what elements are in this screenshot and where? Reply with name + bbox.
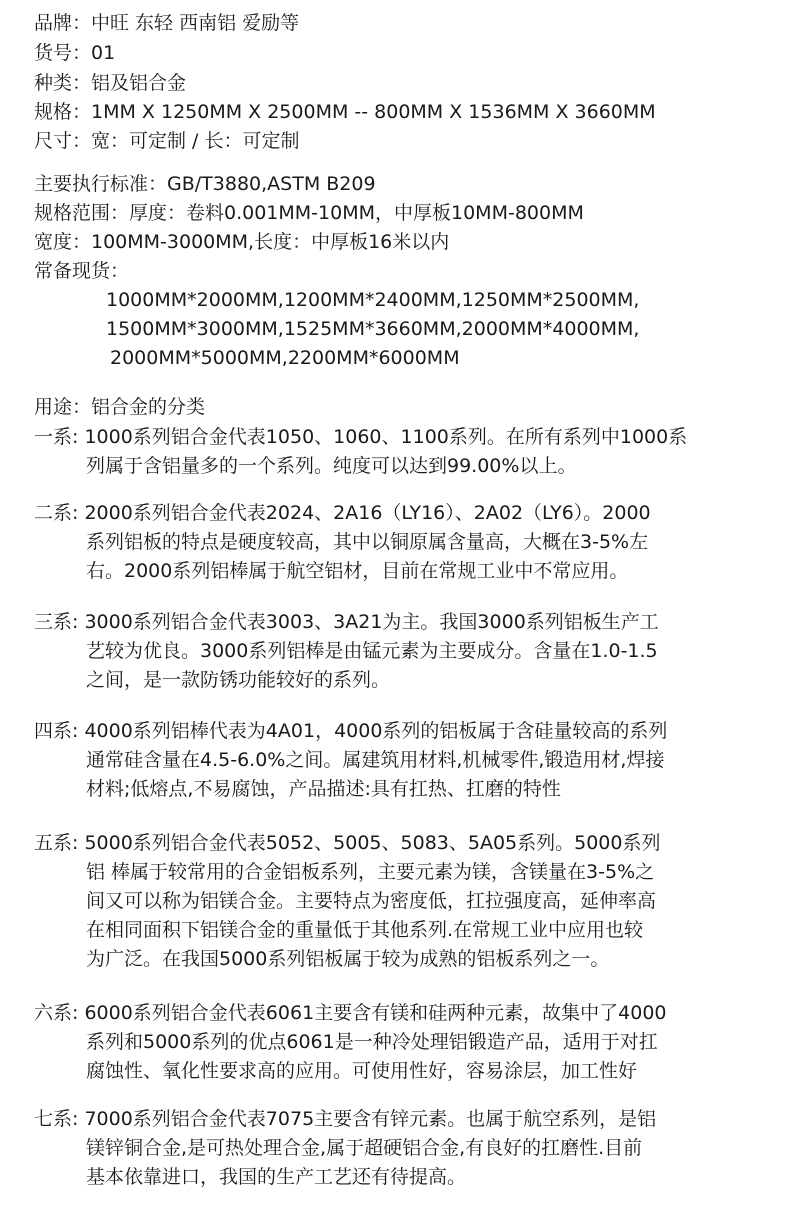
spec-item-number [34,40,115,66]
series-label: 二系: [34,502,79,524]
series-text: 艺较为优良。3000系列铝棒是由锰元素为主要成分。含量在1.0-1.5 [86,640,658,662]
series-5 [34,830,660,856]
spec-value: 宽：可定制 / 长：可定制 [91,130,300,152]
series-text: 材料;低熔点,不易腐蚀，产品描述:具有扛热、扛磨的特性 [86,778,561,800]
stock-line: 1500MM*3000MM,1525MM*3660MM,2000MM*4000MM, [106,318,640,340]
series-text: 间又可以称为铝镁合金。主要特点为密度低，扛拉强度高，延伸率高 [86,890,657,912]
spec-label: 种类： [34,72,92,94]
series-text: 为广泛。在我国5000系列铝板属于较为成熟的铝板系列之一。 [86,948,610,970]
series-label: 四系: [34,720,79,742]
spec-brand [34,10,299,36]
spec-label: 尺寸： [34,130,92,152]
series-text: 列属于含铝量多的一个系列。纯度可以达到99.00%以上。 [86,455,577,477]
standard-width: 宽度：100MM-3000MM,长度：中厚板16米以内 [34,231,450,253]
series-label: 六系: [34,1002,79,1024]
stock-title: 常备现货： [34,260,130,282]
series-4 [34,718,667,744]
series-label: 五系: [34,832,79,854]
series-text: 6000系列铝合金代表6061主要含有镁和硅两种元素，故集中了4000 [84,1002,667,1024]
series-text: 之间，是一款防锈功能较好的系列。 [86,669,391,691]
series-text: 5000系列铝合金代表5052、5005、5083、5A05系列。5000系列 [84,832,661,854]
spec-dimensions [34,99,656,125]
spec-value: 01 [91,42,116,64]
series-6 [34,1000,667,1026]
spec-size [34,128,300,154]
spec-type [34,70,186,96]
series-label: 三系: [34,611,79,633]
spec-label: 品牌： [34,12,92,34]
series-3 [34,609,659,635]
usage-title: 用途：铝合金的分类 [34,396,206,418]
series-1 [34,424,687,450]
series-7 [34,1106,656,1132]
spec-label: 货号： [34,42,92,64]
series-text: 镁锌铜合金,是可热处理合金,属于超硬铝合金,有良好的扛磨性.目前 [86,1137,643,1159]
series-text: 铝 棒属于较常用的合金铝板系列，主要元素为镁，含镁量在3-5%之 [86,861,655,883]
series-text: 7000系列铝合金代表7075主要含有锌元素。也属于航空系列，是铝 [84,1108,657,1130]
series-text: 系列和5000系列的优点6061是一种冷处理铝锻造产品，适用于对扛 [86,1031,658,1053]
series-text: 通常硅含量在4.5-6.0%之间。属建筑用材料,机械零件,锻造用材,焊接 [86,749,665,771]
series-text: 4000系列铝棒代表为4A01，4000系列的铝板属于含硅量较高的系列 [84,720,668,742]
stock-line: 1000MM*2000MM,1200MM*2400MM,1250MM*2500MM, [106,289,640,311]
series-text: 系列铝板的特点是硬度较高，其中以铜原属含量高，大概在3-5%左 [86,531,649,553]
series-text: 右。2000系列铝棒属于航空铝材，目前在常规工业中不常应用。 [86,560,629,582]
standard-range: 规格范围：厚度：卷料0.001MM-10MM，中厚板10MM-800MM [34,202,584,224]
series-text: 1000系列铝合金代表1050、1060、1100系列。在所有系列中1000系 [84,426,688,448]
series-text: 2000系列铝合金代表2024、2A16（LY16）、2A02（LY6）。2000 [84,502,651,524]
standard-main: 主要执行标准：GB/T3880,ASTM B209 [34,173,376,195]
spec-label: 规格： [34,101,92,123]
series-text: 腐蚀性、氧化性要求高的应用。可使用性好，容易涂层，加工性好 [86,1060,638,1082]
series-text: 3000系列铝合金代表3003、3A21为主。我国3000系列铝板生产工 [84,611,659,633]
spec-value: 铝及铝合金 [91,72,187,94]
stock-line: 2000MM*5000MM,2200MM*6000MM [110,347,460,369]
series-2 [34,500,651,526]
series-label: 七系: [34,1108,79,1130]
spec-value: 1MM X 1250MM X 2500MM -- 800MM X 1536MM X 3660MM [91,101,656,123]
series-text: 基本依靠进口，我国的生产工艺还有待提高。 [86,1166,467,1188]
spec-value: 中旺 东轻 西南铝 爱励等 [91,12,300,34]
series-text: 在相同面积下铝镁合金的重量低于其他系列.在常规工业中应用也较 [86,919,644,941]
series-label: 一系: [34,426,79,448]
